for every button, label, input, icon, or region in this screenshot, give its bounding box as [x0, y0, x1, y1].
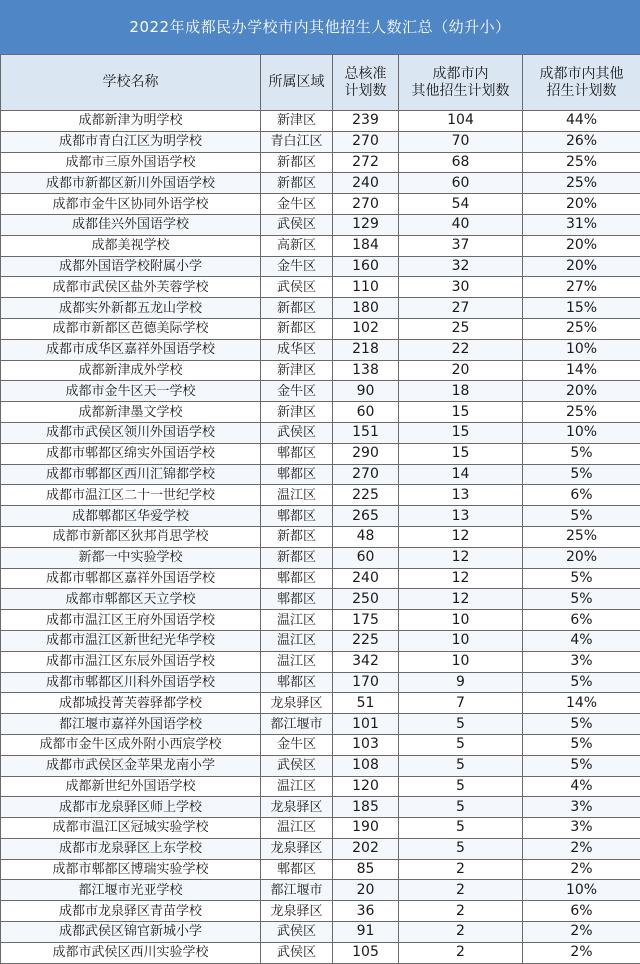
total-plan-cell: 270: [333, 131, 399, 152]
district-cell: 青白江区: [261, 131, 333, 152]
school-name-cell: 成都市郫都区博瑞实验学校: [1, 859, 261, 880]
school-name-cell: 成都郫都区华爱学校: [1, 506, 261, 527]
table-row: [1, 152, 640, 173]
total-plan-cell: 108: [333, 755, 399, 776]
other-plan-cell: 60: [399, 173, 523, 194]
school-name-cell: 成都市武侯区盐外芙蓉学校: [1, 277, 261, 298]
table-row: [1, 547, 640, 568]
district-cell: 武侯区: [261, 214, 333, 235]
ratio-cell: 25%: [523, 318, 640, 339]
total-plan-cell: 48: [333, 526, 399, 547]
other-plan-cell: 12: [399, 526, 523, 547]
ratio-cell: 25%: [523, 526, 640, 547]
school-name-cell: 成都市金牛区成外附小西宸学校: [1, 734, 261, 755]
ratio-cell: 2%: [523, 922, 640, 943]
total-plan-cell: 225: [333, 630, 399, 651]
school-name-cell: 成都市新都区狄邦肖思学校: [1, 526, 261, 547]
ratio-cell: 5%: [523, 755, 640, 776]
ratio-cell: 27%: [523, 277, 640, 298]
total-plan-cell: 240: [333, 568, 399, 589]
district-cell: 龙泉驿区: [261, 901, 333, 922]
school-name-cell: 成都市青白江区为明学校: [1, 131, 261, 152]
district-cell: 武侯区: [261, 422, 333, 443]
table-row: [1, 277, 640, 298]
total-plan-cell: 90: [333, 381, 399, 402]
ratio-cell: 5%: [523, 714, 640, 735]
district-cell: 武侯区: [261, 922, 333, 943]
total-plan-cell: 180: [333, 298, 399, 319]
other-plan-cell: 32: [399, 256, 523, 277]
other-plan-cell: 5: [399, 818, 523, 839]
other-plan-cell: 13: [399, 485, 523, 506]
total-plan-cell: 36: [333, 901, 399, 922]
total-plan-cell: 190: [333, 818, 399, 839]
school-name-cell: 成都新津为明学校: [1, 111, 261, 132]
ratio-cell: 5%: [523, 734, 640, 755]
school-name-cell: 成都新津成外学校: [1, 360, 261, 381]
district-cell: 龙泉驿区: [261, 797, 333, 818]
school-name-cell: 成都市温江区冠城实验学校: [1, 818, 261, 839]
other-plan-cell: 12: [399, 547, 523, 568]
total-plan-cell: 129: [333, 214, 399, 235]
district-cell: 武侯区: [261, 277, 333, 298]
total-plan-cell: 342: [333, 651, 399, 672]
total-plan-cell: 60: [333, 547, 399, 568]
ratio-cell: 4%: [523, 776, 640, 797]
ratio-cell: 31%: [523, 214, 640, 235]
other-plan-cell: 15: [399, 422, 523, 443]
district-cell: 郫都区: [261, 568, 333, 589]
ratio-cell: 25%: [523, 173, 640, 194]
district-cell: 新都区: [261, 547, 333, 568]
school-name-cell: 成都市龙泉驿区青苗学校: [1, 901, 261, 922]
table-row: [1, 630, 640, 651]
ratio-cell: 10%: [523, 880, 640, 901]
school-name-cell: 成都市金牛区协同外语学校: [1, 194, 261, 215]
school-name-cell: 成都城投菁芙蓉驿都学校: [1, 693, 261, 714]
school-name-cell: 成都市温江区东辰外国语学校: [1, 651, 261, 672]
table-row: [1, 464, 640, 485]
total-plan-cell: 225: [333, 485, 399, 506]
total-plan-cell: 272: [333, 152, 399, 173]
other-plan-cell: 54: [399, 194, 523, 215]
other-plan-cell: 25: [399, 318, 523, 339]
school-name-cell: 成都实外新都五龙山学校: [1, 298, 261, 319]
ratio-cell: 5%: [523, 672, 640, 693]
table-row: [1, 194, 640, 215]
total-plan-cell: 270: [333, 464, 399, 485]
district-cell: 龙泉驿区: [261, 838, 333, 859]
ratio-cell: 25%: [523, 402, 640, 423]
total-plan-cell: 170: [333, 672, 399, 693]
ratio-cell: 14%: [523, 360, 640, 381]
ratio-cell: 5%: [523, 568, 640, 589]
ratio-cell: 20%: [523, 235, 640, 256]
table-row: [1, 922, 640, 943]
school-name-cell: 成都市郫都区川科外国语学校: [1, 672, 261, 693]
table-row: [1, 568, 640, 589]
school-name-cell: 成都市金牛区天一学校: [1, 381, 261, 402]
other-plan-cell: 10: [399, 651, 523, 672]
other-plan-cell: 20: [399, 360, 523, 381]
district-cell: 温江区: [261, 651, 333, 672]
table-row: [1, 755, 640, 776]
district-cell: 温江区: [261, 818, 333, 839]
ratio-cell: 10%: [523, 422, 640, 443]
ratio-cell: 2%: [523, 859, 640, 880]
table-row: [1, 693, 640, 714]
ratio-cell: 3%: [523, 651, 640, 672]
school-name-cell: 成都市三原外国语学校: [1, 152, 261, 173]
ratio-cell: 6%: [523, 901, 640, 922]
district-cell: 温江区: [261, 776, 333, 797]
ratio-cell: 20%: [523, 194, 640, 215]
other-plan-cell: 40: [399, 214, 523, 235]
school-name-cell: 成都市郫都区天立学校: [1, 589, 261, 610]
district-cell: 新都区: [261, 173, 333, 194]
school-name-cell: 成都市新都区新川外国语学校: [1, 173, 261, 194]
district-cell: 成华区: [261, 339, 333, 360]
total-plan-cell: 202: [333, 838, 399, 859]
total-plan-cell: 270: [333, 194, 399, 215]
ratio-cell: 10%: [523, 339, 640, 360]
table-row: [1, 942, 640, 963]
ratio-cell: 20%: [523, 256, 640, 277]
school-name-cell: 成都市郫都区嘉祥外国语学校: [1, 568, 261, 589]
district-cell: 龙泉驿区: [261, 693, 333, 714]
school-name-cell: 成都市郫都区绵实外国语学校: [1, 443, 261, 464]
total-plan-cell: 239: [333, 111, 399, 132]
total-plan-cell: 60: [333, 402, 399, 423]
other-plan-cell: 27: [399, 298, 523, 319]
district-cell: 郫都区: [261, 506, 333, 527]
table-row: [1, 589, 640, 610]
ratio-cell: 14%: [523, 693, 640, 714]
table-row: [1, 714, 640, 735]
district-cell: 新都区: [261, 298, 333, 319]
table-row: [1, 859, 640, 880]
total-plan-cell: 290: [333, 443, 399, 464]
school-name-cell: 成都新世纪外国语学校: [1, 776, 261, 797]
school-name-cell: 成都美视学校: [1, 235, 261, 256]
school-name-cell: 成都市温江区新世纪光华学校: [1, 630, 261, 651]
total-plan-cell: 185: [333, 797, 399, 818]
other-plan-cell: 18: [399, 381, 523, 402]
district-cell: 郫都区: [261, 672, 333, 693]
other-plan-cell: 68: [399, 152, 523, 173]
table-row: [1, 651, 640, 672]
table-row: [1, 672, 640, 693]
district-cell: 新都区: [261, 152, 333, 173]
table-row: [1, 339, 640, 360]
ratio-cell: 5%: [523, 506, 640, 527]
ratio-cell: 2%: [523, 942, 640, 963]
district-cell: 武侯区: [261, 755, 333, 776]
table-row: [1, 256, 640, 277]
header-other-plan: 成都市内 其他招生计划数: [399, 55, 523, 111]
total-plan-cell: 102: [333, 318, 399, 339]
ratio-cell: 3%: [523, 818, 640, 839]
table-row: [1, 111, 640, 132]
district-cell: 金牛区: [261, 194, 333, 215]
total-plan-cell: 184: [333, 235, 399, 256]
total-plan-cell: 218: [333, 339, 399, 360]
district-cell: 温江区: [261, 485, 333, 506]
other-plan-cell: 5: [399, 714, 523, 735]
ratio-cell: 15%: [523, 298, 640, 319]
table-row: [1, 235, 640, 256]
total-plan-cell: 85: [333, 859, 399, 880]
table-row: [1, 360, 640, 381]
school-name-cell: 成都武侯区锦官新城小学: [1, 922, 261, 943]
ratio-cell: 5%: [523, 443, 640, 464]
other-plan-cell: 22: [399, 339, 523, 360]
school-name-cell: 新都一中实验学校: [1, 547, 261, 568]
district-cell: 郫都区: [261, 443, 333, 464]
school-name-cell: 成都新津墨文学校: [1, 402, 261, 423]
school-name-cell: 成都市新都区芭德美际学校: [1, 318, 261, 339]
school-name-cell: 成都外国语学校附属小学: [1, 256, 261, 277]
district-cell: 温江区: [261, 610, 333, 631]
table-row: [1, 506, 640, 527]
other-plan-cell: 5: [399, 776, 523, 797]
table-row: [1, 818, 640, 839]
ratio-cell: 5%: [523, 464, 640, 485]
ratio-cell: 5%: [523, 589, 640, 610]
table-body: [1, 111, 640, 964]
total-plan-cell: 20: [333, 880, 399, 901]
other-plan-cell: 5: [399, 797, 523, 818]
district-cell: 新津区: [261, 111, 333, 132]
other-plan-cell: 10: [399, 630, 523, 651]
other-plan-cell: 37: [399, 235, 523, 256]
table-row: [1, 776, 640, 797]
school-name-cell: 成都佳兴外国语学校: [1, 214, 261, 235]
table-row: [1, 422, 640, 443]
school-name-cell: 成都市龙泉驿区上东学校: [1, 838, 261, 859]
ratio-cell: 6%: [523, 485, 640, 506]
other-plan-cell: 30: [399, 277, 523, 298]
table-row: [1, 131, 640, 152]
other-plan-cell: 2: [399, 922, 523, 943]
district-cell: 郫都区: [261, 464, 333, 485]
table-row: [1, 318, 640, 339]
table-row: [1, 880, 640, 901]
district-cell: 郫都区: [261, 859, 333, 880]
table-row: [1, 797, 640, 818]
school-name-cell: 成都市武侯区金苹果龙南小学: [1, 755, 261, 776]
district-cell: 都江堰市: [261, 714, 333, 735]
other-plan-cell: 5: [399, 734, 523, 755]
district-cell: 都江堰市: [261, 880, 333, 901]
table-row: [1, 838, 640, 859]
other-plan-cell: 104: [399, 111, 523, 132]
total-plan-cell: 51: [333, 693, 399, 714]
district-cell: 金牛区: [261, 256, 333, 277]
header-school-name: 学校名称: [1, 55, 261, 111]
total-plan-cell: 151: [333, 422, 399, 443]
ratio-cell: 4%: [523, 630, 640, 651]
total-plan-cell: 103: [333, 734, 399, 755]
ratio-cell: 20%: [523, 381, 640, 402]
district-cell: 新津区: [261, 402, 333, 423]
district-cell: 高新区: [261, 235, 333, 256]
other-plan-cell: 2: [399, 859, 523, 880]
table-row: [1, 901, 640, 922]
district-cell: 温江区: [261, 630, 333, 651]
other-plan-cell: 2: [399, 901, 523, 922]
other-plan-cell: 2: [399, 880, 523, 901]
school-name-cell: 成都市武侯区领川外国语学校: [1, 422, 261, 443]
district-cell: 金牛区: [261, 381, 333, 402]
table-row: [1, 381, 640, 402]
total-plan-cell: 120: [333, 776, 399, 797]
table-row: [1, 173, 640, 194]
header-total-plan: 总核准 计划数: [333, 55, 399, 111]
table-row: [1, 485, 640, 506]
school-name-cell: 都江堰市光亚学校: [1, 880, 261, 901]
district-cell: 新都区: [261, 526, 333, 547]
table-row: [1, 214, 640, 235]
school-name-cell: 成都市成华区嘉祥外国语学校: [1, 339, 261, 360]
school-name-cell: 成都市温江区二十一世纪学校: [1, 485, 261, 506]
district-cell: 金牛区: [261, 734, 333, 755]
enrollment-table: [0, 54, 640, 964]
table-row: [1, 443, 640, 464]
school-name-cell: 成都市龙泉驿区师上学校: [1, 797, 261, 818]
other-plan-cell: 15: [399, 443, 523, 464]
total-plan-cell: 101: [333, 714, 399, 735]
other-plan-cell: 9: [399, 672, 523, 693]
other-plan-cell: 70: [399, 131, 523, 152]
header-row: [1, 55, 640, 111]
school-name-cell: 成都市武侯区西川实验学校: [1, 942, 261, 963]
total-plan-cell: 160: [333, 256, 399, 277]
total-plan-cell: 250: [333, 589, 399, 610]
other-plan-cell: 13: [399, 506, 523, 527]
header-district: 所属区域: [261, 55, 333, 111]
table-row: [1, 298, 640, 319]
other-plan-cell: 12: [399, 589, 523, 610]
other-plan-cell: 14: [399, 464, 523, 485]
district-cell: 新都区: [261, 318, 333, 339]
ratio-cell: 6%: [523, 610, 640, 631]
table-title: 2022年成都民办学校市内其他招生人数汇总（幼升小）: [0, 0, 640, 54]
ratio-cell: 3%: [523, 797, 640, 818]
total-plan-cell: 91: [333, 922, 399, 943]
total-plan-cell: 138: [333, 360, 399, 381]
other-plan-cell: 12: [399, 568, 523, 589]
total-plan-cell: 240: [333, 173, 399, 194]
table-row: [1, 734, 640, 755]
ratio-cell: 26%: [523, 131, 640, 152]
other-plan-cell: 2: [399, 942, 523, 963]
school-name-cell: 都江堰市嘉祥外国语学校: [1, 714, 261, 735]
table-row: [1, 526, 640, 547]
other-plan-cell: 5: [399, 755, 523, 776]
ratio-cell: 25%: [523, 152, 640, 173]
table-row: [1, 610, 640, 631]
total-plan-cell: 265: [333, 506, 399, 527]
total-plan-cell: 110: [333, 277, 399, 298]
other-plan-cell: 7: [399, 693, 523, 714]
school-name-cell: 成都市郫都区西川汇锦都学校: [1, 464, 261, 485]
district-cell: 郫都区: [261, 589, 333, 610]
header-other-ratio: 成都市内其他 招生计划数: [523, 55, 640, 111]
ratio-cell: 2%: [523, 838, 640, 859]
table-row: [1, 402, 640, 423]
other-plan-cell: 15: [399, 402, 523, 423]
other-plan-cell: 5: [399, 838, 523, 859]
district-cell: 新津区: [261, 360, 333, 381]
ratio-cell: 44%: [523, 111, 640, 132]
total-plan-cell: 105: [333, 942, 399, 963]
ratio-cell: 20%: [523, 547, 640, 568]
total-plan-cell: 175: [333, 610, 399, 631]
school-name-cell: 成都市温江区王府外国语学校: [1, 610, 261, 631]
district-cell: 武侯区: [261, 942, 333, 963]
other-plan-cell: 10: [399, 610, 523, 631]
